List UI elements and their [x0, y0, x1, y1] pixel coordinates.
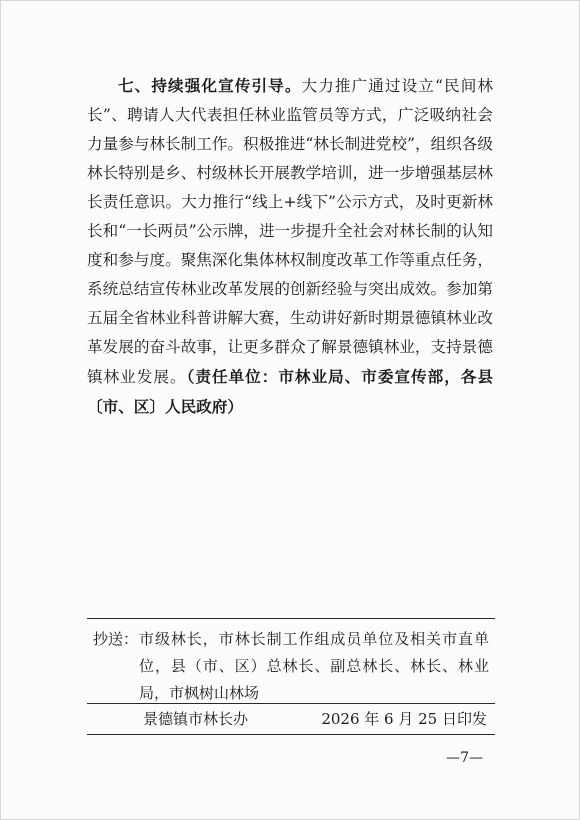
- footer-bottom-rule: [87, 734, 495, 735]
- footer-top-rule: [87, 618, 495, 619]
- responsibility-units: （责任单位：市林业局、市委宣传部，各县〔市、区〕人民政府）: [87, 367, 493, 416]
- issuing-office: 景德镇市林长办: [143, 710, 249, 728]
- cc-block: [93, 626, 489, 707]
- section-body: 大力推广通过设立“民间林长”、聘请人大代表担任林业监管员等方式，广泛吸纳社会力量参与林长制工作。积极推进“林长制进党校”，组织各级林长特别是乡、村级林长开展教学培训，进一步增强基层林长责任意识。大力推行“线上+线下”公示方式，及时更新林长和“一长两员”公示牌，进一步提升全社会对林长制的认知度和参与度。聚焦深化集体林权制度改革工作等重点任务，系统总结宣传林业改革发展的创新经验与突出成效。参加第五届全省林业科普讲解大赛，生动讲好新时期景德镇林业改革发展的奋斗故事，让更多群众了解景德镇林业，支持景德镇林业发展。: [87, 77, 493, 386]
- section-heading: 七、持续强化宣传引导。: [118, 76, 302, 95]
- cc-recipients: 市级林长，市林长制工作组成员单位及相关市直单位，县（市、区）总林长、副总林长、林长、林业局，市枫树山林场: [139, 630, 489, 702]
- cc-label: 抄送：: [93, 630, 139, 648]
- footer-middle-rule: [87, 703, 495, 704]
- issue-date: 2026 年 6 月 25 日印发: [321, 710, 487, 728]
- page-number: —7—: [446, 750, 483, 766]
- section-paragraph: [87, 71, 493, 422]
